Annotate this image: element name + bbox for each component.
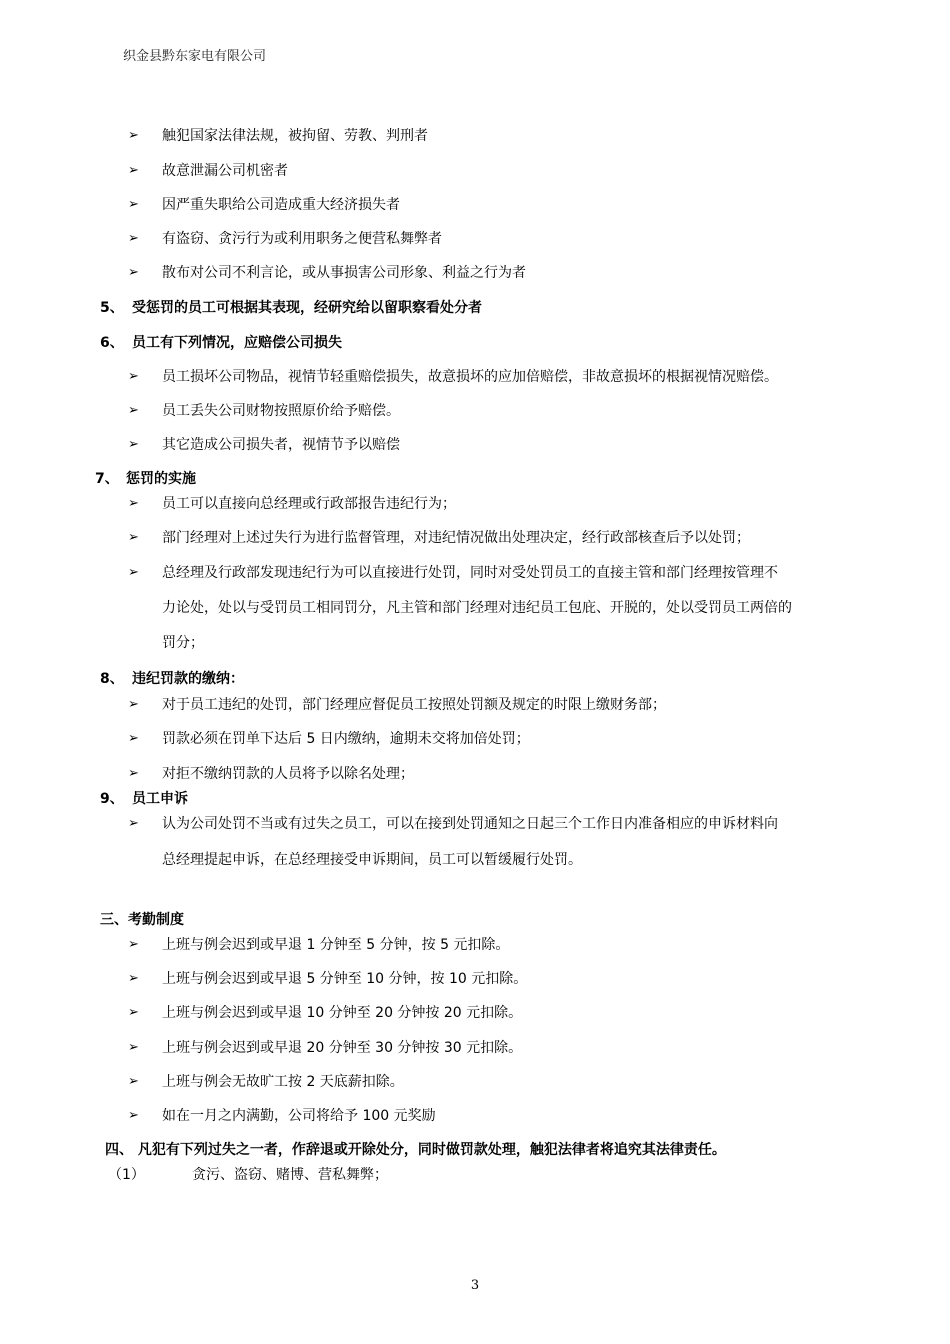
list-item: 总经理及行政部发现违纪行为可以直接进行处罚，同时对受处罚员工的直接主管和部门经理按管理不 (162, 565, 778, 581)
bullet-icon: ➢ (128, 265, 139, 280)
list-item: 上班与例会迟到或早退 10 分钟至 20 分钟按 20 元扣除。 (162, 1005, 523, 1021)
list-item: 员工可以直接向总经理或行政部报告违纪行为； (162, 496, 456, 512)
item-number: （1） (108, 1167, 145, 1183)
list-item: 如在一月之内满勤，公司将给予 100 元奖励 (162, 1108, 436, 1124)
section-number: 6、 (100, 335, 124, 351)
document-header: 织金县黔东家电有限公司 (123, 49, 267, 64)
list-item: 部门经理对上述过失行为进行监督管理，对违纪情况做出处理决定，经行政部核查后予以处罚； (162, 530, 750, 546)
bullet-icon: ➢ (128, 565, 139, 580)
bullet-icon: ➢ (128, 437, 139, 452)
bullet-icon: ➢ (128, 197, 139, 212)
list-item-continuation: 罚分； (162, 635, 204, 651)
bullet-icon: ➢ (128, 530, 139, 545)
list-item: 贪污、盗窃、赌博、营私舞弊； (192, 1167, 388, 1183)
bullet-icon: ➢ (128, 496, 139, 511)
bullet-icon: ➢ (128, 1005, 139, 1020)
list-item: 散布对公司不利言论，或从事损害公司形象、利益之行为者 (162, 265, 526, 281)
bullet-icon: ➢ (128, 731, 139, 746)
bullet-icon: ➢ (128, 369, 139, 384)
list-item: 认为公司处罚不当或有过失之员工，可以在接到处罚通知之日起三个工作日内准备相应的申诉材料向 (162, 816, 778, 832)
page-number: 3 (470, 1278, 480, 1293)
list-item: 对于员工违纪的处罚，部门经理应督促员工按照处罚额及规定的时限上缴财务部； (162, 697, 666, 713)
section-heading: 四、 凡犯有下列过失之一者，作辞退或开除处分，同时做罚款处理，触犯法律者将追究其法律责任。 (105, 1142, 726, 1158)
bullet-icon: ➢ (128, 816, 139, 831)
list-item: 有盗窃、贪污行为或利用职务之便营私舞弊者 (162, 231, 442, 247)
list-item: 触犯国家法律法规，被拘留、劳教、判刑者 (162, 128, 428, 144)
section-number: 7、 (95, 471, 119, 487)
bullet-icon: ➢ (128, 231, 139, 246)
section-heading: 惩罚的实施 (126, 471, 196, 487)
section-heading: 违纪罚款的缴纳： (132, 671, 244, 687)
section-number: 8、 (100, 671, 124, 687)
bullet-icon: ➢ (128, 163, 139, 178)
list-item: 故意泄漏公司机密者 (162, 163, 288, 179)
list-item: 上班与例会迟到或早退 1 分钟至 5 分钟，按 5 元扣除。 (162, 937, 510, 953)
list-item-continuation: 力论处，处以与受罚员工相同罚分，凡主管和部门经理对违纪员工包庇、开脱的，处以受罚员工两倍的 (162, 600, 792, 616)
bullet-icon: ➢ (128, 697, 139, 712)
bullet-icon: ➢ (128, 971, 139, 986)
list-item: 上班与例会迟到或早退 20 分钟至 30 分钟按 30 元扣除。 (162, 1040, 523, 1056)
list-item: 其它造成公司损失者，视情节予以赔偿 (162, 437, 400, 453)
list-item: 员工丢失公司财物按照原价给予赔偿。 (162, 403, 400, 419)
bullet-icon: ➢ (128, 128, 139, 143)
list-item: 员工损坏公司物品，视情节轻重赔偿损失，故意损坏的应加倍赔偿，非故意损坏的根据视情况赔偿。 (162, 369, 778, 385)
bullet-icon: ➢ (128, 766, 139, 781)
bullet-icon: ➢ (128, 403, 139, 418)
list-item: 上班与例会迟到或早退 5 分钟至 10 分钟，按 10 元扣除。 (162, 971, 528, 987)
list-item: 对拒不缴纳罚款的人员将予以除名处理； (162, 766, 414, 782)
list-item: 罚款必须在罚单下达后 5 日内缴纳，逾期未交将加倍处罚； (162, 731, 530, 747)
bullet-icon: ➢ (128, 1108, 139, 1123)
list-item: 上班与例会无故旷工按 2 天底薪扣除。 (162, 1074, 404, 1090)
bullet-icon: ➢ (128, 1040, 139, 1055)
section-heading: 三、考勤制度 (100, 912, 184, 928)
list-item-continuation: 总经理提起申诉，在总经理接受申诉期间，员工可以暂缓履行处罚。 (162, 852, 582, 868)
section-heading: 受惩罚的员工可根据其表现，经研究给以留职察看处分者 (132, 300, 482, 316)
bullet-icon: ➢ (128, 1074, 139, 1089)
bullet-icon: ➢ (128, 937, 139, 952)
section-heading: 员工有下列情况，应赔偿公司损失 (132, 335, 342, 351)
section-number: 9、 (100, 791, 124, 807)
list-item: 因严重失职给公司造成重大经济损失者 (162, 197, 400, 213)
section-number: 5、 (100, 300, 124, 316)
section-heading: 员工申诉 (132, 791, 188, 807)
